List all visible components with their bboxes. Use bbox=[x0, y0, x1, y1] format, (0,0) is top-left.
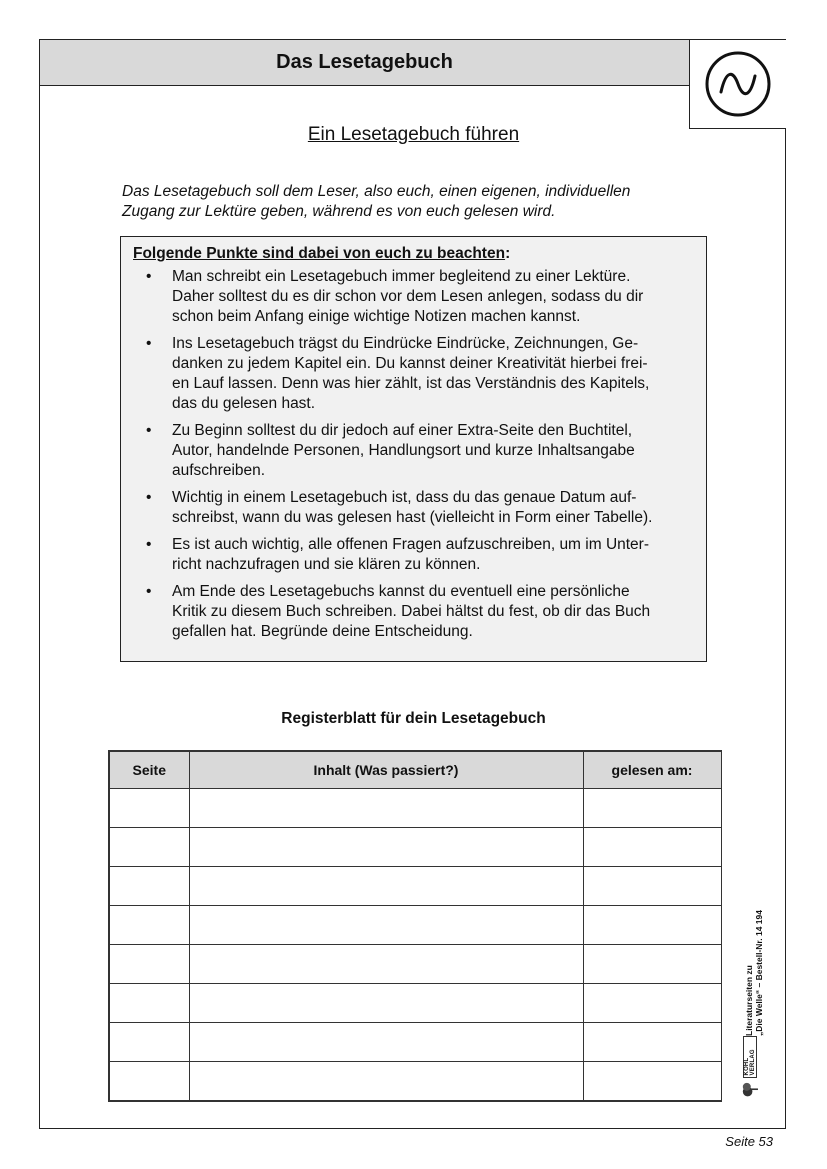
instruction-line: schreibst, wann du was gelesen hast (vielleicht in Form einer Tabelle). bbox=[172, 509, 653, 526]
register-table bbox=[108, 750, 722, 1102]
register-header-row bbox=[109, 751, 721, 789]
instruction-line: Man schreibt ein Lesetagebuch immer begleitend zu einer Lektüre. bbox=[172, 268, 631, 285]
publisher-name: KOHL VERLAG bbox=[743, 1036, 757, 1078]
instruction-item bbox=[133, 488, 696, 528]
sidebar-line: Literaturseiten zu bbox=[744, 965, 754, 1036]
intro-text bbox=[122, 182, 722, 222]
register-cell bbox=[109, 828, 189, 867]
register-cell bbox=[109, 1023, 189, 1062]
register-row bbox=[109, 1062, 721, 1102]
register-cell bbox=[583, 1023, 721, 1062]
intro-line: Das Lesetagebuch soll dem Leser, also euch, einen eigenen, individuellen bbox=[122, 183, 631, 200]
instruction-line: gefallen hat. Begründe deine Entscheidung. bbox=[172, 623, 473, 640]
register-cell bbox=[583, 984, 721, 1023]
register-cell bbox=[189, 828, 583, 867]
register-cell bbox=[583, 867, 721, 906]
page-number: Seite 53 bbox=[725, 1134, 773, 1149]
instruction-line: schon beim Anfang einige wichtige Notizen machen kannst. bbox=[172, 308, 581, 325]
column-header-seite: Seite bbox=[109, 751, 189, 789]
bullet-marker: • bbox=[146, 489, 152, 506]
tree-logo-icon bbox=[738, 1080, 762, 1098]
intro-line: Zugang zur Lektüre geben, während es von euch gelesen wird. bbox=[122, 203, 556, 220]
column-header-gelesen-am: gelesen am: bbox=[583, 751, 721, 789]
register-cell bbox=[189, 945, 583, 984]
section-subtitle: Ein Lesetagebuch führen bbox=[307, 124, 520, 145]
instructions-heading bbox=[133, 245, 696, 263]
register-row bbox=[109, 984, 721, 1023]
register-row bbox=[109, 1023, 721, 1062]
register-cell bbox=[109, 945, 189, 984]
icon-box bbox=[689, 40, 786, 129]
register-cell bbox=[189, 867, 583, 906]
instructions-list bbox=[133, 267, 696, 642]
instruction-line: Es ist auch wichtig, alle offenen Fragen aufzuschreiben, um im Unter- bbox=[172, 536, 650, 553]
instruction-line: Am Ende des Lesetagebuchs kannst du eventuell eine persönliche bbox=[172, 583, 630, 600]
register-cell bbox=[109, 984, 189, 1023]
register-cell bbox=[189, 1023, 583, 1062]
instruction-line: danken zu jedem Kapitel ein. Du kannst deiner Kreativität hierbei frei- bbox=[172, 355, 648, 372]
instruction-item bbox=[133, 582, 696, 642]
instruction-line: en Lauf lassen. Denn was hier zählt, ist das Verständnis des Kapitels, bbox=[172, 375, 650, 392]
register-cell bbox=[109, 867, 189, 906]
title-bar bbox=[40, 40, 690, 86]
instructions-box bbox=[120, 236, 707, 662]
register-cell bbox=[109, 906, 189, 945]
instruction-line: Kritik zu diesem Buch schreiben. Dabei hältst du fest, ob dir das Buch bbox=[172, 603, 651, 620]
instruction-item bbox=[133, 421, 696, 481]
instruction-line: Zu Beginn solltest du dir jedoch auf einer Extra-Seite den Buchtitel, bbox=[172, 422, 633, 439]
instruction-line: Autor, handelnde Personen, Handlungsort und kurze Inhaltsangabe bbox=[172, 442, 635, 459]
sidebar-line: „Die Welle“ – Bestell-Nr. 14 194 bbox=[754, 910, 764, 1036]
instruction-line: Wichtig in einem Lesetagebuch ist, dass du das genaue Datum auf- bbox=[172, 489, 637, 506]
register-cell bbox=[189, 984, 583, 1023]
register-row bbox=[109, 867, 721, 906]
register-title: Registerblatt für dein Lesetagebuch bbox=[281, 710, 546, 727]
register-cell bbox=[189, 789, 583, 828]
wave-circle-icon bbox=[704, 50, 772, 118]
instruction-line: richt nachzufragen und sie klären zu können. bbox=[172, 556, 481, 573]
publisher-logo bbox=[738, 1036, 762, 1098]
bullet-marker: • bbox=[146, 422, 152, 439]
register-row bbox=[109, 906, 721, 945]
bullet-marker: • bbox=[146, 536, 152, 553]
bullet-marker: • bbox=[146, 335, 152, 352]
register-cell bbox=[583, 789, 721, 828]
instruction-item bbox=[133, 535, 696, 575]
register-cell bbox=[583, 906, 721, 945]
register-cell bbox=[109, 789, 189, 828]
column-header-inhalt: Inhalt (Was passiert?) bbox=[189, 751, 583, 789]
register-cell bbox=[583, 828, 721, 867]
instructions-heading-text: Folgende Punkte sind dabei von euch zu beachten bbox=[133, 245, 506, 262]
instruction-item bbox=[133, 267, 696, 327]
register-cell bbox=[189, 906, 583, 945]
instruction-line: Daher solltest du es dir schon vor dem Lesen anlegen, sodass du dir bbox=[172, 288, 644, 305]
instruction-line: das du gelesen hast. bbox=[172, 395, 316, 412]
register-cell bbox=[583, 1062, 721, 1102]
instruction-item bbox=[133, 334, 696, 414]
register-row bbox=[109, 789, 721, 828]
instruction-line: aufschreiben. bbox=[172, 462, 266, 479]
publisher-sidebar bbox=[738, 818, 788, 1098]
sidebar-text bbox=[744, 910, 764, 1036]
instruction-line: Ins Lesetagebuch trägst du Eindrücke Eindrücke, Zeichnungen, Ge- bbox=[172, 335, 639, 352]
register-row bbox=[109, 945, 721, 984]
register-row bbox=[109, 828, 721, 867]
bullet-marker: • bbox=[146, 268, 152, 285]
register-cell bbox=[189, 1062, 583, 1102]
page-title: Das Lesetagebuch bbox=[276, 51, 453, 73]
register-cell bbox=[583, 945, 721, 984]
bullet-marker: • bbox=[146, 583, 152, 600]
register-cell bbox=[109, 1062, 189, 1102]
instructions-heading-colon: : bbox=[505, 245, 511, 262]
